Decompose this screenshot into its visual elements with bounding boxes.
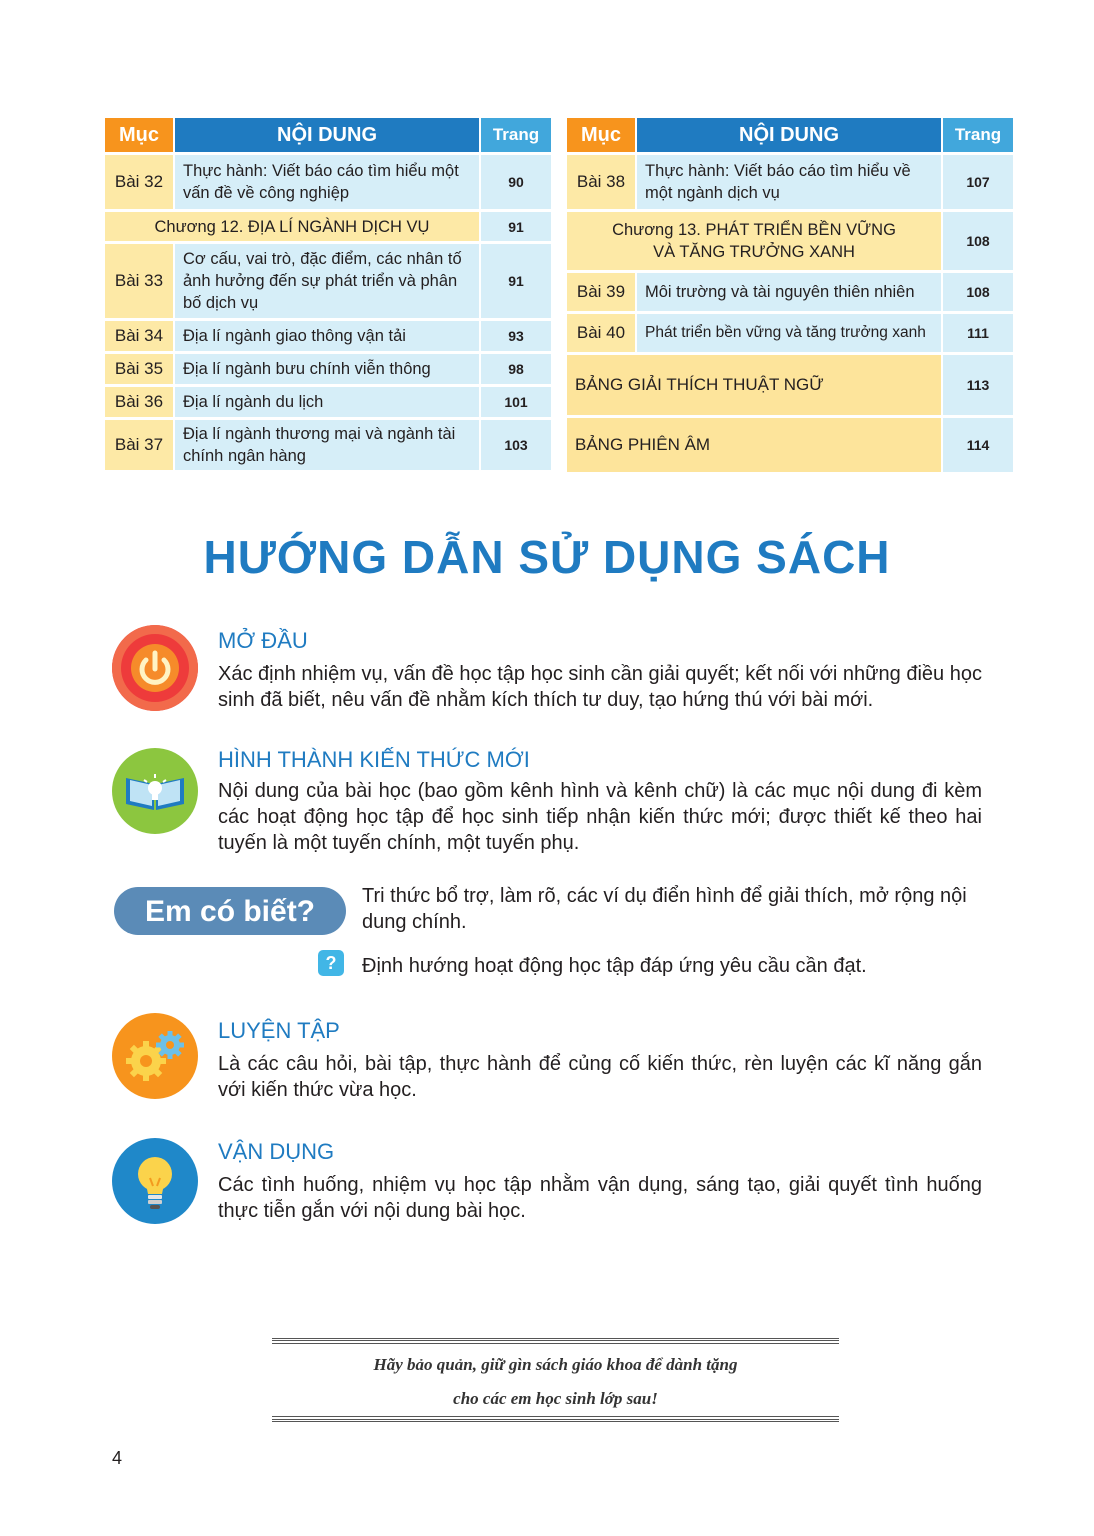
toc-row — [567, 155, 1013, 209]
chapter-line-2: VÀ TĂNG TRƯỞNG XANH — [653, 243, 855, 261]
toc-table-right — [567, 115, 1013, 475]
header-trang: Trang — [481, 118, 551, 152]
power-icon — [112, 625, 198, 711]
toc-content: Địa lí ngành du lịch — [175, 387, 481, 417]
toc-header-row — [567, 118, 1013, 152]
header-muc: Mục — [105, 118, 175, 152]
toc-chapter-row — [105, 212, 551, 241]
section-desc: Là các câu hỏi, bài tập, thực hành để củng cố kiến thức, rèn luyện các kĩ năng gắn với kiến thức vừa học. — [218, 1053, 982, 1101]
toc-page: 111 — [943, 314, 1013, 352]
em-co-biet-badge: Em có biết? — [114, 887, 346, 935]
toc-row — [105, 321, 551, 351]
section-practice-body — [218, 1017, 982, 1103]
toc-header-row — [105, 118, 551, 152]
toc-content: Thực hành: Viết báo cáo tìm hiểu một vấn đề về công nghiệp — [175, 155, 481, 209]
toc-page: 91 — [481, 212, 551, 241]
toc-page: 113 — [943, 355, 1013, 415]
toc-page: 98 — [481, 354, 551, 384]
section-learn-body — [218, 746, 982, 856]
toc-lesson: Bài 36 — [105, 387, 175, 417]
toc-row — [105, 244, 551, 318]
header-muc: Mục — [567, 118, 637, 152]
toc-lesson: Bài 40 — [567, 314, 637, 352]
chapter-line-1: Chương 13. PHÁT TRIỂN BỀN VỮNG — [612, 221, 896, 239]
toc-lesson: Bài 37 — [105, 420, 175, 470]
header-noi-dung: NỘI DUNG — [637, 118, 943, 152]
toc-page: 91 — [481, 244, 551, 318]
toc-lesson: Bài 32 — [105, 155, 175, 209]
toc-chapter-title: Chương 12. ĐỊA LÍ NGÀNH DỊCH VỤ — [105, 212, 481, 241]
header-trang: Trang — [943, 118, 1013, 152]
toc-content: Thực hành: Viết báo cáo tìm hiểu về một ngành dịch vụ — [637, 155, 943, 209]
toc-row — [567, 355, 1013, 415]
header-noi-dung: NỘI DUNG — [175, 118, 481, 152]
section-title: HÌNH THÀNH KIẾN THỨC MỚI — [218, 747, 530, 772]
toc-glossary: BẢNG GIẢI THÍCH THUẬT NGỮ — [567, 355, 943, 415]
toc-content: Địa lí ngành thương mại và ngành tài chính ngân hàng — [175, 420, 481, 470]
toc-lesson: Bài 38 — [567, 155, 637, 209]
guide-title: HƯỚNG DẪN SỬ DỤNG SÁCH — [203, 531, 891, 583]
toc-page: 114 — [943, 418, 1013, 472]
toc-row — [105, 387, 551, 417]
page-number: 4 — [112, 1448, 123, 1468]
toc-table-left — [105, 115, 551, 473]
toc-content: Môi trường và tài nguyên thiên nhiên — [637, 273, 943, 311]
toc-lesson: Bài 35 — [105, 354, 175, 384]
toc-page: 108 — [943, 273, 1013, 311]
section-title: VẬN DỤNG — [218, 1139, 335, 1164]
toc-content: Cơ cấu, vai trò, đặc điểm, các nhân tố ảnh hưởng đến sự phát triển và phân bố dịch vụ — [175, 244, 481, 318]
toc-row — [567, 314, 1013, 352]
toc-row — [567, 273, 1013, 311]
toc-row — [105, 155, 551, 209]
toc-lesson: Bài 34 — [105, 321, 175, 351]
toc-content: Địa lí ngành bưu chính viễn thông — [175, 354, 481, 384]
note-line-2: cho các em học sinh lớp sau! — [453, 1389, 658, 1408]
section-start-body — [218, 627, 982, 713]
section-apply-body — [218, 1138, 982, 1224]
toc-page: 103 — [481, 420, 551, 470]
toc-page: 90 — [481, 155, 551, 209]
toc-page: 107 — [943, 155, 1013, 209]
question-desc: Định hướng hoạt động học tập đáp ứng yêu cầu cần đạt. — [362, 955, 867, 977]
toc-chapter-title — [567, 212, 943, 270]
section-desc: Xác định nhiệm vụ, vấn đề học tập học sinh cần giải quyết; kết nối với những điều học sinh đã biết, nêu vấn đề nhằm kích thích tư duy, tạo hứng thú với bài mới. — [218, 663, 982, 711]
toc-row — [105, 354, 551, 384]
toc-row — [567, 418, 1013, 472]
toc-page: 108 — [943, 212, 1013, 270]
toc-page: 93 — [481, 321, 551, 351]
toc-row — [105, 420, 551, 470]
lightbulb-icon — [112, 1138, 198, 1224]
section-desc: Nội dung của bài học (bao gồm kênh hình và kênh chữ) là các mục nội dung đi kèm các hoạt động học tập để học sinh tiếp nhận kiến thức mới; được thiết kế theo hai tuyến là một tuyến chính, một tuyến phụ. — [218, 780, 982, 854]
preservation-note — [272, 1338, 839, 1422]
toc-lesson: Bài 39 — [567, 273, 637, 311]
section-desc: Các tình huống, nhiệm vụ học tập nhằm vận dụng, sáng tạo, giải quyết tình huống thực tiễn gắn với nội dung bài học. — [218, 1174, 982, 1222]
toc-content: Phát triển bền vững và tăng trưởng xanh — [637, 314, 943, 352]
question-icon: ? — [318, 950, 344, 976]
section-title: MỞ ĐẦU — [218, 628, 308, 653]
toc-phonetic: BẢNG PHIÊN ÂM — [567, 418, 943, 472]
toc-lesson: Bài 33 — [105, 244, 175, 318]
toc-chapter-row — [567, 212, 1013, 270]
gears-icon — [112, 1013, 198, 1099]
toc-content: Địa lí ngành giao thông vận tải — [175, 321, 481, 351]
open-book-bulb-icon — [112, 748, 198, 834]
em-co-biet-desc: Tri thức bổ trợ, làm rõ, các ví dụ điển hình để giải thích, mở rộng nội dung chính. — [362, 885, 967, 933]
toc-page: 101 — [481, 387, 551, 417]
note-line-1: Hãy bảo quản, giữ gìn sách giáo khoa để dành tặng — [373, 1355, 738, 1374]
section-title: LUYỆN TẬP — [218, 1018, 340, 1043]
